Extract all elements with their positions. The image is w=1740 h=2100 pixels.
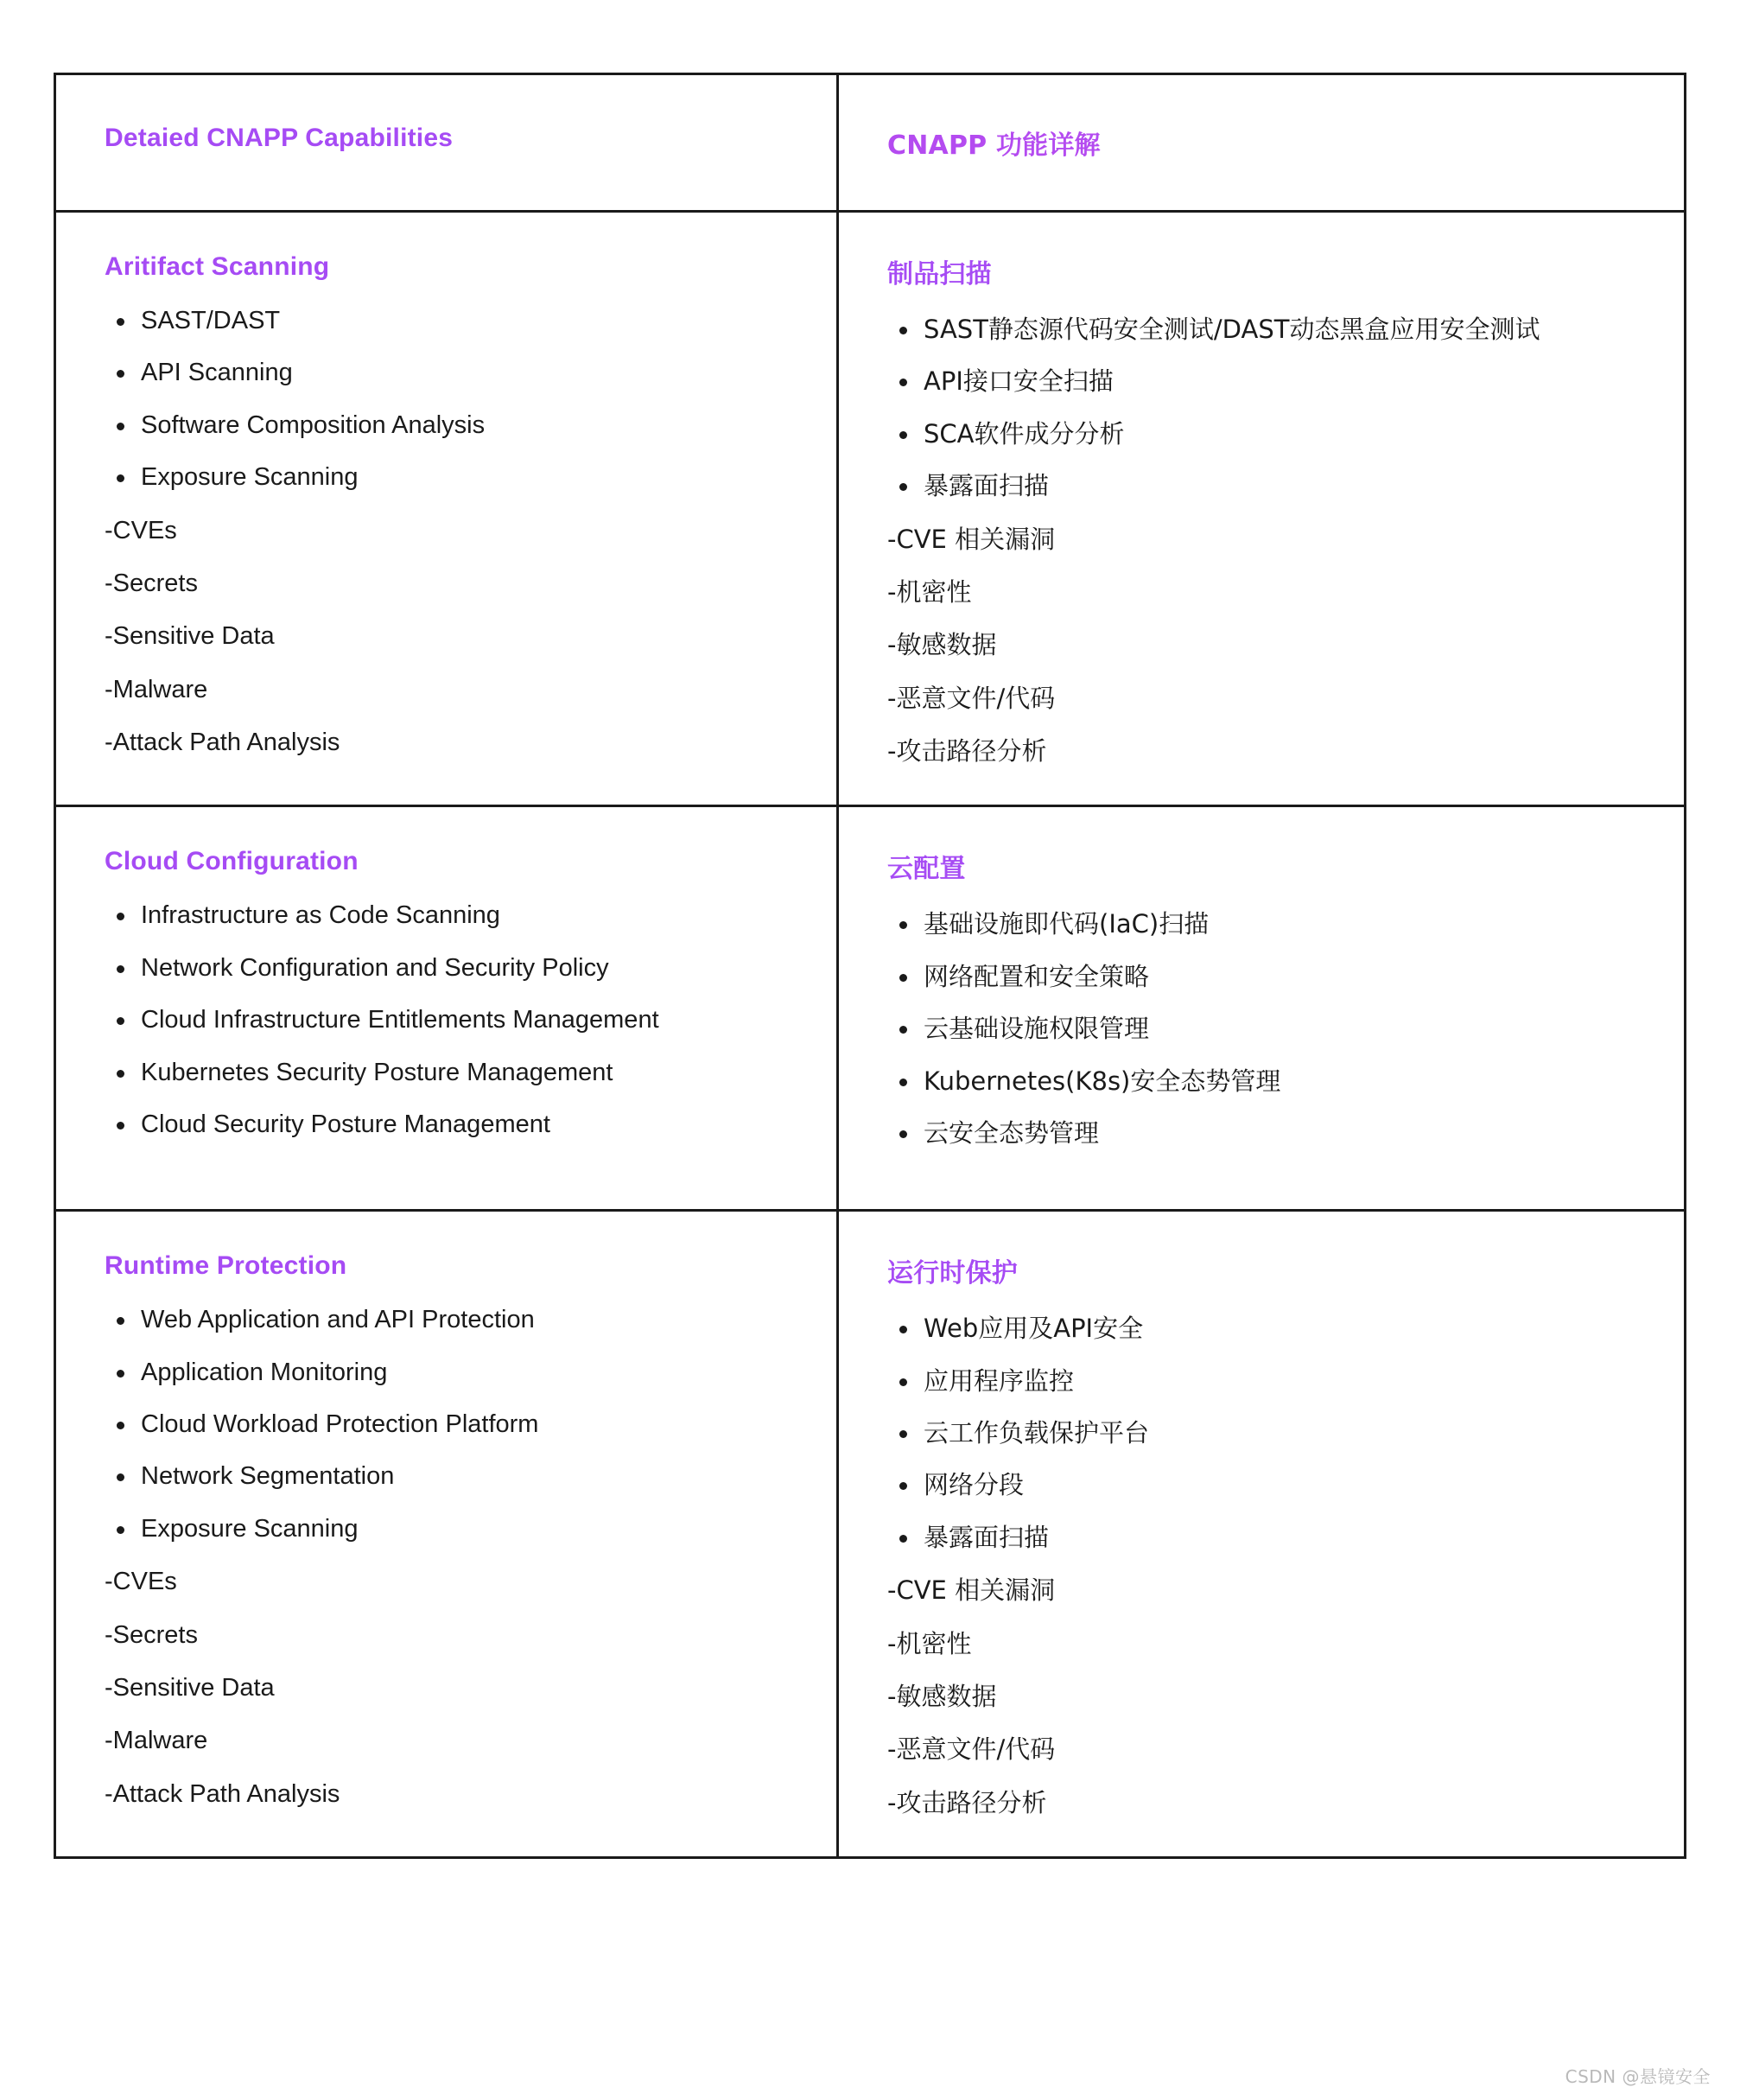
section-cell-right [839, 1212, 1684, 1856]
list-item: 暴露面扫描 [887, 471, 1649, 501]
list-item: 基础设施即代码(IaC)扫描 [887, 909, 1649, 939]
list-item: -Attack Path Analysis [105, 1779, 340, 1808]
list-item: -Secrets [105, 1620, 198, 1649]
list-item: 应用程序监控 [887, 1366, 1649, 1397]
list-item: Network Configuration and Security Policy [105, 953, 802, 983]
section-title-en: Runtime Protection [105, 1251, 347, 1281]
list-item: Infrastructure as Code Scanning [105, 900, 802, 931]
section-dash-list-en [105, 516, 802, 759]
list-item: -Malware [105, 675, 208, 703]
section-dash-list-cn [887, 1575, 1649, 1818]
section-dash-list-en [105, 1567, 802, 1810]
section-cell-right [839, 213, 1684, 805]
list-item: -Sensitive Data [105, 622, 275, 651]
watermark-text: CSDN @悬镜安全 [1565, 2066, 1711, 2087]
table-header-cell-left [56, 75, 839, 210]
list-item: Web应用及API安全 [887, 1314, 1649, 1344]
table-row [56, 213, 1684, 807]
list-item: -CVE 相关漏洞 [887, 524, 1056, 554]
capabilities-table [54, 73, 1686, 1859]
list-item: Kubernetes Security Posture Management [105, 1058, 802, 1088]
section-bullet-list-en [105, 306, 802, 493]
list-item: -攻击路径分析 [887, 736, 1047, 766]
table-header-row [56, 75, 1684, 213]
list-item: Web Application and API Protection [105, 1305, 802, 1335]
list-item: -机密性 [887, 576, 972, 607]
section-cell-left [56, 213, 839, 805]
table-header-label-en: Detaied CNAPP Capabilities [105, 124, 454, 152]
table-row [56, 1212, 1684, 1856]
list-item: -Attack Path Analysis [105, 729, 340, 756]
list-item: -CVEs [105, 1568, 177, 1596]
section-cell-right [839, 807, 1684, 1209]
list-item: -Secrets [105, 569, 198, 597]
list-item: Cloud Infrastructure Entitlements Management [105, 1005, 802, 1035]
list-item: Exposure Scanning [105, 1514, 802, 1544]
list-item: -机密性 [887, 1628, 972, 1658]
section-bullet-list-cn [887, 909, 1649, 1149]
list-item: 暴露面扫描 [887, 1523, 1649, 1553]
section-bullet-list-en [105, 900, 802, 1140]
list-item: -攻击路径分析 [887, 1787, 1047, 1817]
section-cell-left [56, 807, 839, 1209]
list-item: -Malware [105, 1727, 208, 1755]
list-item: -敏感数据 [887, 1681, 997, 1711]
list-item: SCA软件成分分析 [887, 419, 1649, 449]
section-bullet-list-cn [887, 315, 1649, 502]
list-item: API接口安全扫描 [887, 366, 1649, 397]
list-item: SAST/DAST [105, 306, 802, 336]
table-row [56, 807, 1684, 1212]
list-item: 云安全态势管理 [887, 1118, 1649, 1149]
list-item: Cloud Security Posture Management [105, 1110, 802, 1140]
list-item: Cloud Workload Protection Platform [105, 1410, 802, 1440]
list-item: API Scanning [105, 358, 802, 388]
list-item: Application Monitoring [105, 1358, 802, 1388]
list-item: Kubernetes(K8s)安全态势管理 [887, 1066, 1649, 1097]
list-item: Exposure Scanning [105, 462, 802, 493]
list-item: Network Segmentation [105, 1461, 802, 1492]
list-item: 网络配置和安全策略 [887, 962, 1649, 992]
section-title-cn: 云配置 [887, 854, 966, 885]
list-item: -CVEs [105, 516, 177, 544]
section-title-cn: 运行时保护 [887, 1258, 1018, 1289]
list-item: SAST静态源代码安全测试/DAST动态黑盒应用安全测试 [887, 315, 1649, 345]
list-item: 云基础设施权限管理 [887, 1014, 1649, 1044]
list-item: -CVE 相关漏洞 [887, 1575, 1056, 1606]
list-item: 网络分段 [887, 1470, 1649, 1500]
list-item: Software Composition Analysis [105, 410, 802, 441]
table-header-label-cn: CNAPP 功能详解 [887, 130, 1101, 161]
section-cell-left [56, 1212, 839, 1856]
list-item: 云工作负载保护平台 [887, 1418, 1649, 1448]
section-title-en: Aritifact Scanning [105, 252, 330, 281]
list-item: -恶意文件/代码 [887, 683, 1056, 713]
section-bullet-list-en [105, 1305, 802, 1544]
section-bullet-list-cn [887, 1314, 1649, 1553]
section-dash-list-cn [887, 525, 1649, 767]
list-item: -恶意文件/代码 [887, 1734, 1056, 1765]
section-title-cn: 制品扫描 [887, 259, 992, 290]
list-item: -Sensitive Data [105, 1673, 275, 1702]
section-title-en: Cloud Configuration [105, 847, 359, 876]
table-header-cell-right [839, 75, 1684, 210]
list-item: -敏感数据 [887, 630, 997, 660]
